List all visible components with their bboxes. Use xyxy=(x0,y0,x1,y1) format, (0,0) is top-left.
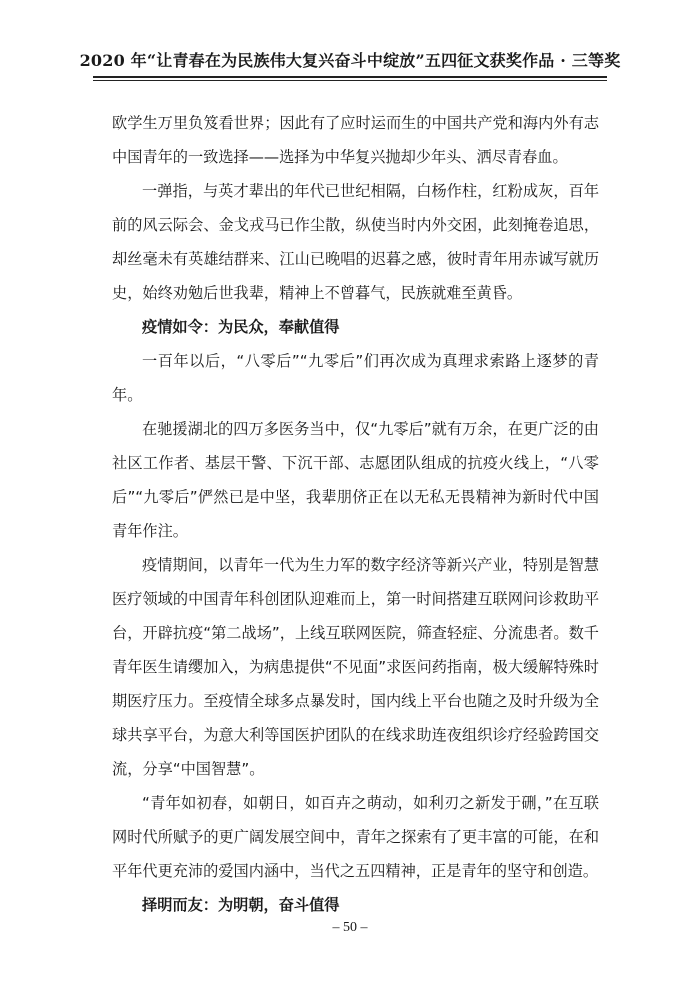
section-heading: 疫情如令：为民众，奉献值得 xyxy=(142,318,340,336)
section-heading: 择明而友：为明朝，奋斗值得 xyxy=(142,896,340,914)
header-rule-thick xyxy=(93,76,607,78)
body-text xyxy=(112,106,599,922)
paragraph: “青年如初春，如朝日，如百卉之萌动，如利刃之新发于硎，”在互联网时代所赋予的更广阔发展空间中，青年之探索有了更丰富的可能，在和平年代更充沛的爱国内涵中，当代之五四精神，正是青年的坚守和创造。 xyxy=(112,794,599,880)
paragraph: 一百年以后，“八零后”“九零后”们再次成为真理求索路上逐梦的青年。 xyxy=(112,352,599,404)
header-rule-thin xyxy=(93,80,607,81)
paragraph: 在驰援湖北的四万多医务当中，仅“九零后”就有万余，在更广泛的由社区工作者、基层干警、下沉干部、志愿团队组成的抗疫火线上，“八零后”“九零后”俨然已是中坚，我辈朋侪正在以无私无畏精神为新时代中国青年作注。 xyxy=(112,420,599,540)
page-number: – 50 – xyxy=(332,920,368,935)
paragraph: 一弹指，与英才辈出的年代已世纪相隔，白杨作柱，红粉成灰，百年前的风云际会、金戈戎马已作尘散，纵使当时内外交困，此刻掩卷追思，却丝毫未有英雄结群来、江山已晚唱的迟暮之感，彼时青年用赤诚写就历史，始终劝勉后世我辈，精神上不曾暮气，民族就难至黄昏。 xyxy=(112,182,599,302)
paragraph-continued: 欧学生万里负笈看世界；因此有了应时运而生的中国共产党和海内外有志中国青年的一致选择——选择为中华复兴抛却少年头、洒尽青春血。 xyxy=(112,114,599,166)
paragraph: 疫情期间，以青年一代为生力军的数字经济等新兴产业，特别是智慧医疗领域的中国青年科创团队迎难而上，第一时间搭建互联网问诊救助平台，开辟抗疫“第二战场”，上线互联网医院，筛查轻症、分流患者。数千青年医生请缨加入，为病患提供“不见面”求医问药指南，极大缓解特殊时期医疗压力。至疫情全球多点暴发时，国内线上平台也随之及时升级为全球共享平台，为意大利等国医护团队的在线求助连夜组织诊疗经验跨国交流，分享“中国智慧”。 xyxy=(112,556,599,778)
running-header: 2020 年“让青春在为民族伟大复兴奋斗中绽放”五四征文获奖作品 · 三等奖 xyxy=(79,51,621,70)
